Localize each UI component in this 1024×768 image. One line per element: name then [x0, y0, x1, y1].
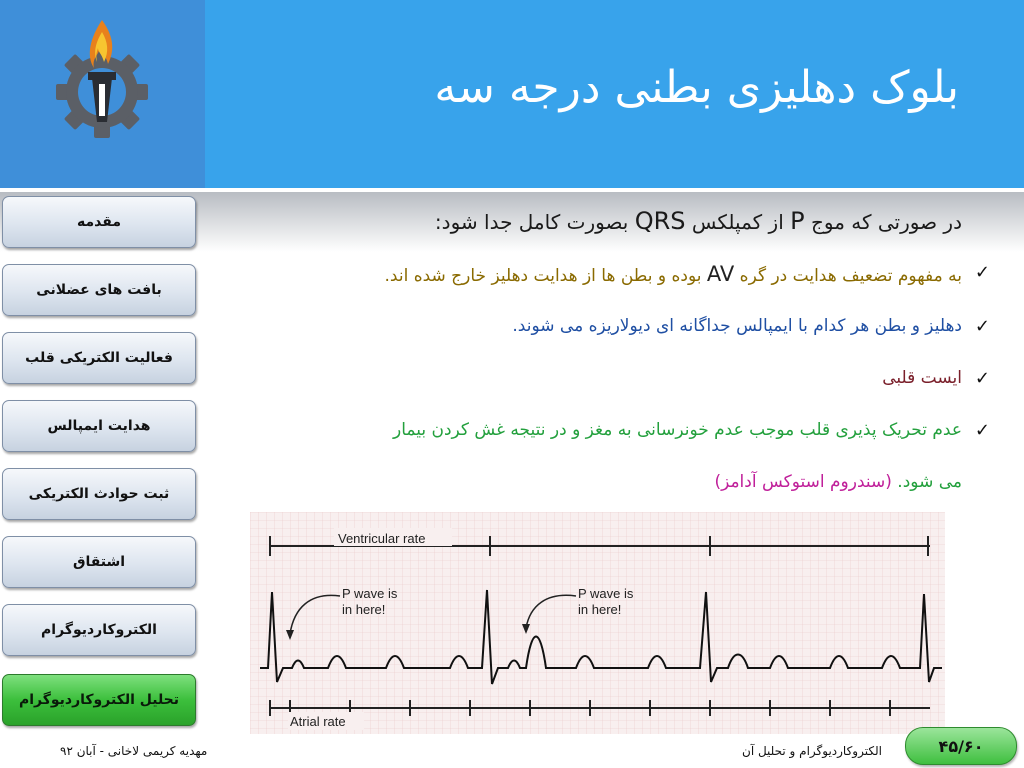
bullet-item: ✓ به مفهوم تضعیف هدایت در گره AV بوده و بطن ها از هدایت دهلیز خارج شده اند. [384, 262, 990, 286]
sidebar-item-label: ثبت حوادث الکتریکی [28, 486, 170, 502]
sidebar-item-introduction[interactable] [2, 196, 196, 248]
page-number-badge [905, 727, 1017, 765]
pwave-annotation-line1: P wave is [342, 586, 398, 601]
sidebar-item-label: تحلیل الکتروکاردیوگرام [18, 692, 180, 708]
atrial-rate-label: Atrial rate [290, 714, 346, 729]
sidebar-item-label: مقدمه [77, 214, 121, 230]
sidebar-item-electrocardiogram[interactable] [2, 604, 196, 656]
sidebar-item-heart-electrical-activity[interactable] [2, 332, 196, 384]
sidebar-item-label: الکتروکاردیوگرام [41, 622, 157, 638]
pwave-annotation-line1: P wave is [578, 586, 634, 601]
checkmark-icon: ✓ [974, 420, 990, 441]
checkmark-icon: ✓ [974, 316, 990, 337]
sidebar-item-ecg-analysis[interactable] [2, 674, 196, 726]
sidebar-item-muscle-tissues[interactable] [2, 264, 196, 316]
pwave-annotation-line2: in here! [578, 602, 622, 617]
bullet-item: ✓ دهلیز و بطن هر کدام با ایمپالس جداگانه ای دیولاریزه می شوند. [512, 316, 990, 337]
page-title: بلوک دهلیزی بطنی درجه سه [434, 62, 959, 113]
sidebar-item-label: بافت های عضلانی [36, 282, 162, 298]
ecg-strip-image [250, 512, 945, 734]
pwave-annotation-line2: in here! [342, 602, 386, 617]
bullet-item: ✓ ایست قلبی [882, 368, 990, 389]
sidebar-item-label: هدایت ایمپالس [47, 418, 151, 434]
bullet-item: ✓ عدم تحریک پذیری قلب موجب عدم خونرسانی به مغز و در نتیجه غش کردن بیمار [393, 420, 990, 441]
sidebar-item-label: فعالیت الکتریکی قلب [25, 350, 173, 366]
sidebar-item-electrical-events-recording[interactable] [2, 468, 196, 520]
header-bar [205, 0, 1024, 188]
footer-author: مهدیه کریمی لاخانی - آبان ۹۲ [60, 744, 208, 758]
page-number: ۴۵/۶۰ [938, 736, 984, 756]
university-logo-icon [0, 0, 205, 188]
checkmark-icon: ✓ [974, 262, 990, 283]
bullet-continuation: می شود. (سندروم استوکس آدامز) [714, 472, 962, 492]
ventricular-rate-label: Ventricular rate [338, 531, 426, 546]
footer-topic: الکتروکاردیوگرام و تحلیل آن [742, 744, 882, 758]
checkmark-icon: ✓ [974, 368, 990, 389]
sidebar-item-leads[interactable] [2, 536, 196, 588]
intro-sentence: در صورتی که موج P از کمپلکس QRS بصورت کامل جدا شود: [434, 207, 962, 235]
sidebar-item-impulse-conduction[interactable] [2, 400, 196, 452]
sidebar-item-label: اشتقاق [72, 554, 126, 570]
logo-panel [0, 0, 205, 188]
